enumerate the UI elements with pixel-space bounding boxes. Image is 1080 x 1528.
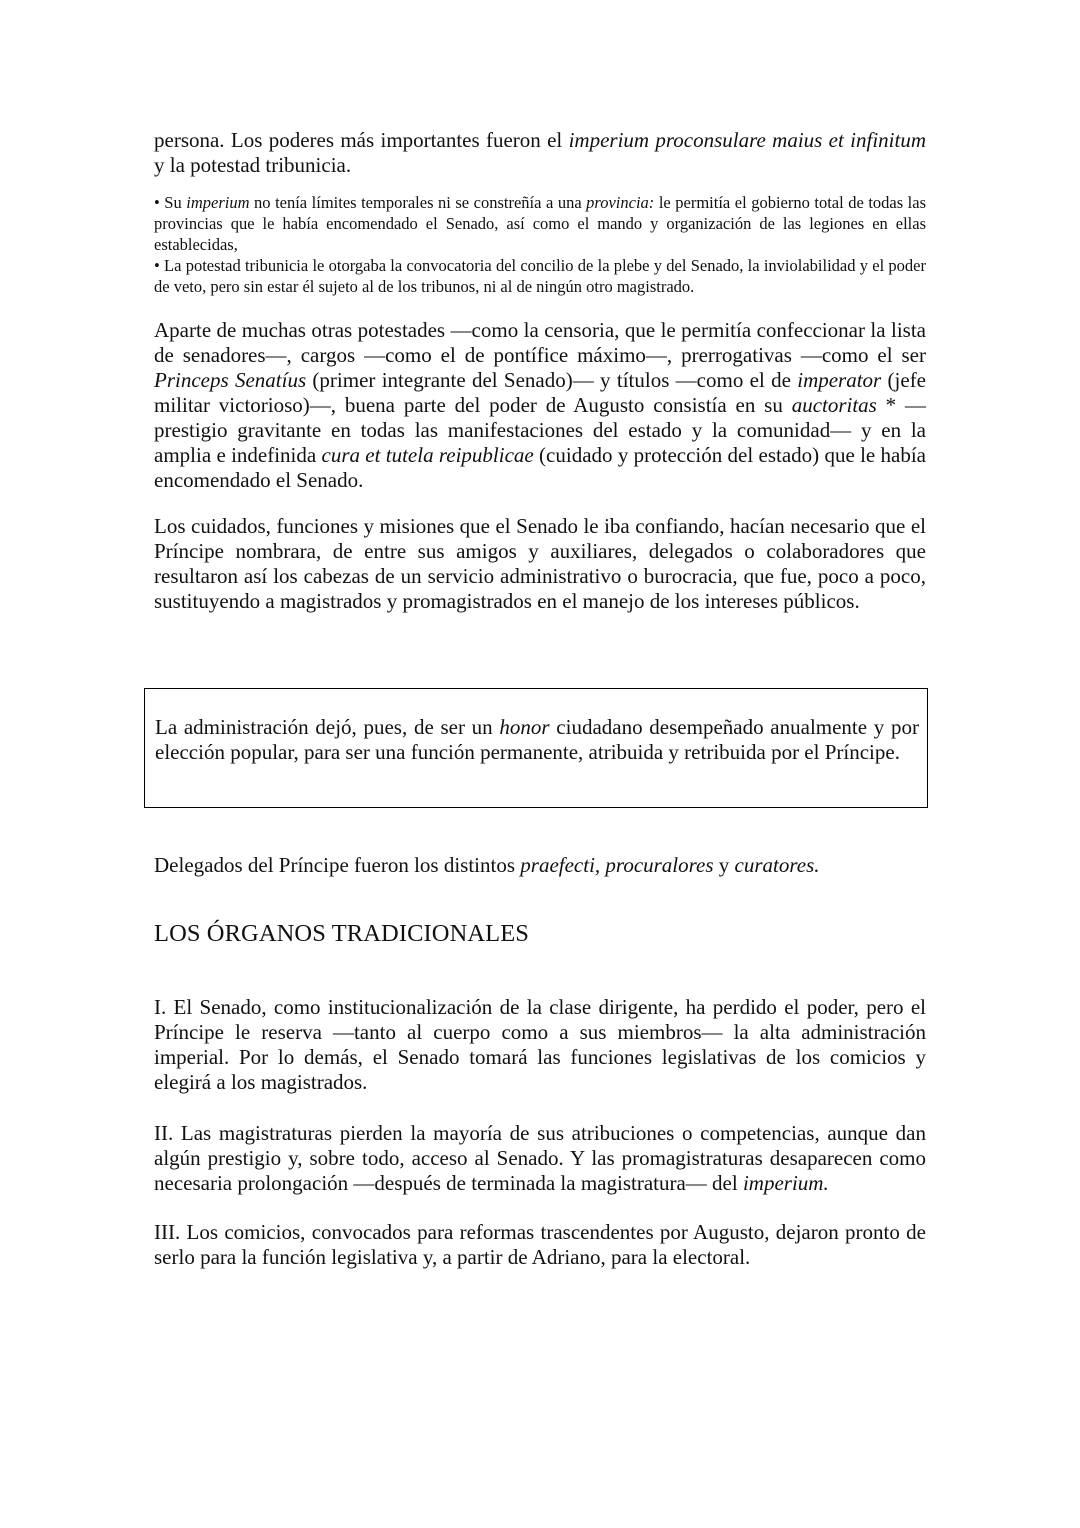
highlight-box bbox=[144, 688, 928, 808]
intro-paragraph bbox=[154, 128, 926, 178]
section-heading: LOS ÓRGANOS TRADICIONALES bbox=[154, 920, 530, 947]
box-text: La administración dejó, pues, de ser un honor ciudadano desempeñado anualmente y por elección popular, para ser una función permanente, atribuida y retribuida por el Príncipe. bbox=[155, 715, 919, 764]
cuidados-paragraph: Los cuidados, funciones y misiones que el Senado le iba confiando, hacían necesario que el Príncipe nombrara, de entre sus amigos y auxiliares, delegados o colaboradores que resultaron así los cabezas de un servicio administrativo o burocracia, que fue, poco a poco, sustituyendo a magistrados y promagistrados en el manejo de los intereses públicos. bbox=[154, 514, 926, 613]
bullet-item-potestad: • La potestad tribunicia le otorgaba la convocatoria del concilio de la plebe y del Senado, la inviolabilidad y el poder de veto, pero sin estar él sujeto al de los tribunos, ni al de ningún otro magistrado. bbox=[154, 256, 926, 296]
bullet-item-imperium: • Su imperium no tenía límites temporales ni se constreñía a una provincia: le permitía el gobierno total de todas las provincias que le había encomendado el Senado, así como el mando y organización de las legiones en ellas establecidas, bbox=[154, 193, 927, 254]
section-magistraturas: II. Las magistraturas pierden la mayoría de sus atribuciones o competencias, aunque dan algún prestigio y, sobre todo, acceso al Senado. Y las promagistraturas desaparecen como necesaria prolongación —después de terminada la magistratura— del imperium. bbox=[154, 1121, 926, 1195]
bullet-list bbox=[154, 192, 926, 297]
text: y la potestad tribunicia. bbox=[154, 153, 352, 177]
document-body bbox=[154, 128, 926, 614]
section-comicios: III. Los comicios, convocados para reformas trascendentes por Augusto, dejaron pronto de serlo para la función legislativa y, a partir de Adriano, para la electoral. bbox=[154, 1220, 926, 1269]
section-senado: I. El Senado, como institucionalización de la clase dirigente, ha perdido el poder, pero el Príncipe le reserva —tanto al cuerpo como a sus miembros— la alta administración imperial. Por lo demás, el Senado tomará las funciones legislativas de los comicios y elegirá a los magistrados. bbox=[154, 995, 926, 1094]
powers-paragraph: Aparte de muchas otras potestades —como la censoria, que le permitía confeccionar la lista de senadores—, cargos —como el de pontífice máximo—, prerrogativas —como el ser Princeps Senatíus (primer integrante del Senado)— y títulos —como el de imperator (jefe militar victorioso)—, buena parte del poder de Augusto consistía en su auctoritas * —prestigio gravitante en todas las manifestaciones del estado y la comunidad— y en la amplia e indefinida cura et tutela reipublicae (cuidado y protección del estado) que le había encomendado el Senado. bbox=[154, 318, 927, 492]
text: persona. Los poderes más importantes fueron el bbox=[154, 128, 569, 152]
italic-term: imperium proconsulare maius et infinitum bbox=[568, 128, 926, 152]
delegados-paragraph: Delegados del Príncipe fueron los distintos praefecti, procuralores y curatores. bbox=[154, 853, 820, 877]
